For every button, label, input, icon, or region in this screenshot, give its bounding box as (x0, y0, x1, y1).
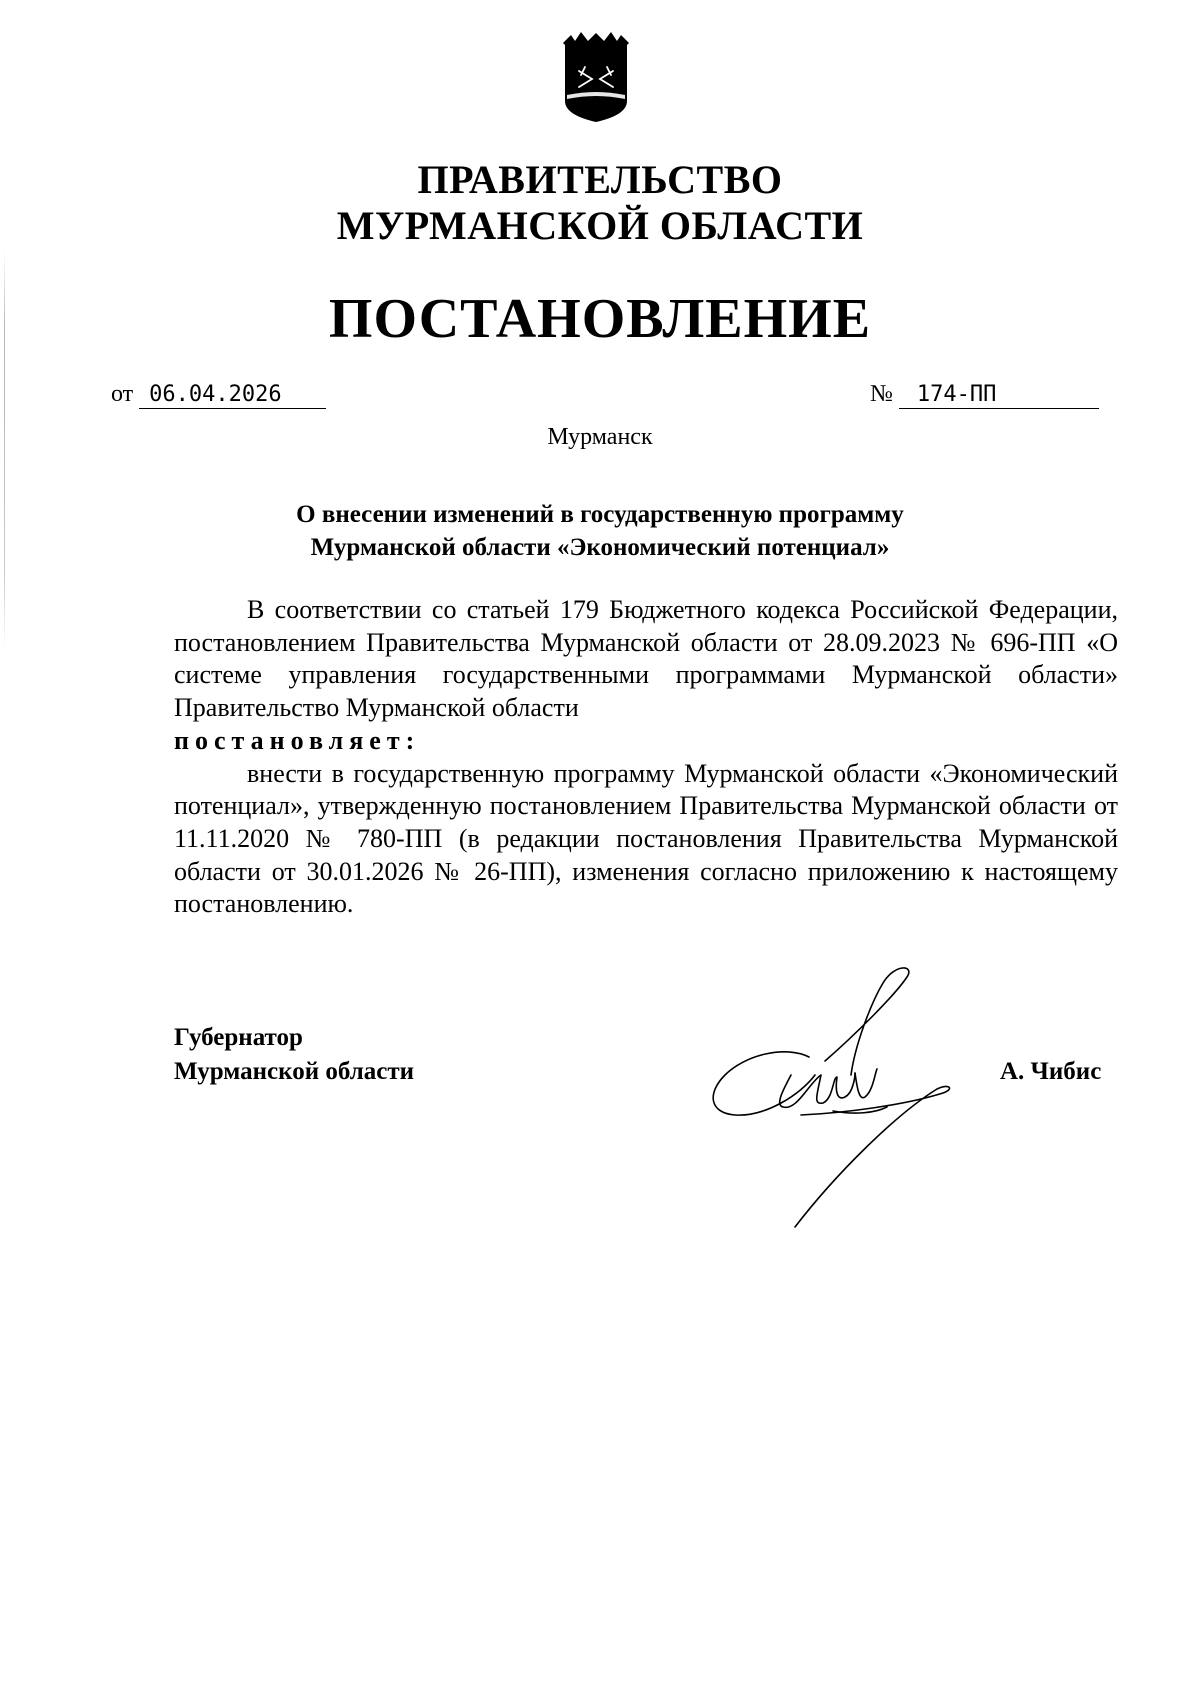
document-number (870, 379, 1099, 409)
signer-name: А. Чибис (1000, 1058, 1102, 1085)
signer-position (174, 1021, 414, 1089)
signer-position-line1: Губернатор (174, 1024, 303, 1051)
preamble-paragraph: В соответствии со статьей 179 Бюджетного кодекса Российской Федерации, постановлением Правительства Мурманской области от 28.09.2023 № 696-ПП «О системе управления государственными программами Мурманской области» Правительство Мурманской области (174, 595, 1118, 723)
document-city: Мурманск (547, 424, 653, 450)
number-value: 174-ПП (899, 382, 1099, 409)
organization-name-line1: ПРАВИТЕЛЬСТВО (417, 157, 783, 202)
document-type: ПОСТАНОВЛЕНИЕ (328, 288, 872, 350)
date-prefix: от (111, 381, 134, 407)
action-paragraph: внести в государственную программу Мурманской области «Экономический потенциал», утвержденную постановлением Правительства Мурманской области от 11.11.2020 № 780-ПП (в редакции постановления Правительства Мурманской области от 30.01.2026 № 26-ПП), изменения согласно приложению к настоящему постановлению. (174, 758, 1118, 919)
coat-of-arms-icon (555, 29, 637, 125)
subject-line1: О внесении изменений в государственную программу (296, 501, 904, 528)
resolves-word: постановляет: (174, 725, 421, 755)
number-prefix: № (870, 381, 893, 407)
document-body (174, 594, 1118, 921)
organization-name-line2: МУРМАНСКОЙ ОБЛАСТИ (336, 203, 864, 248)
handwritten-signature-icon (705, 965, 975, 1235)
date-value: 06.04.2026 (139, 382, 326, 409)
document-date (111, 379, 326, 409)
signer-position-line2: Мурманской области (174, 1058, 415, 1085)
document-subject (0, 498, 1200, 564)
subject-line2: Мурманской области «Экономический потенциал» (310, 534, 890, 561)
